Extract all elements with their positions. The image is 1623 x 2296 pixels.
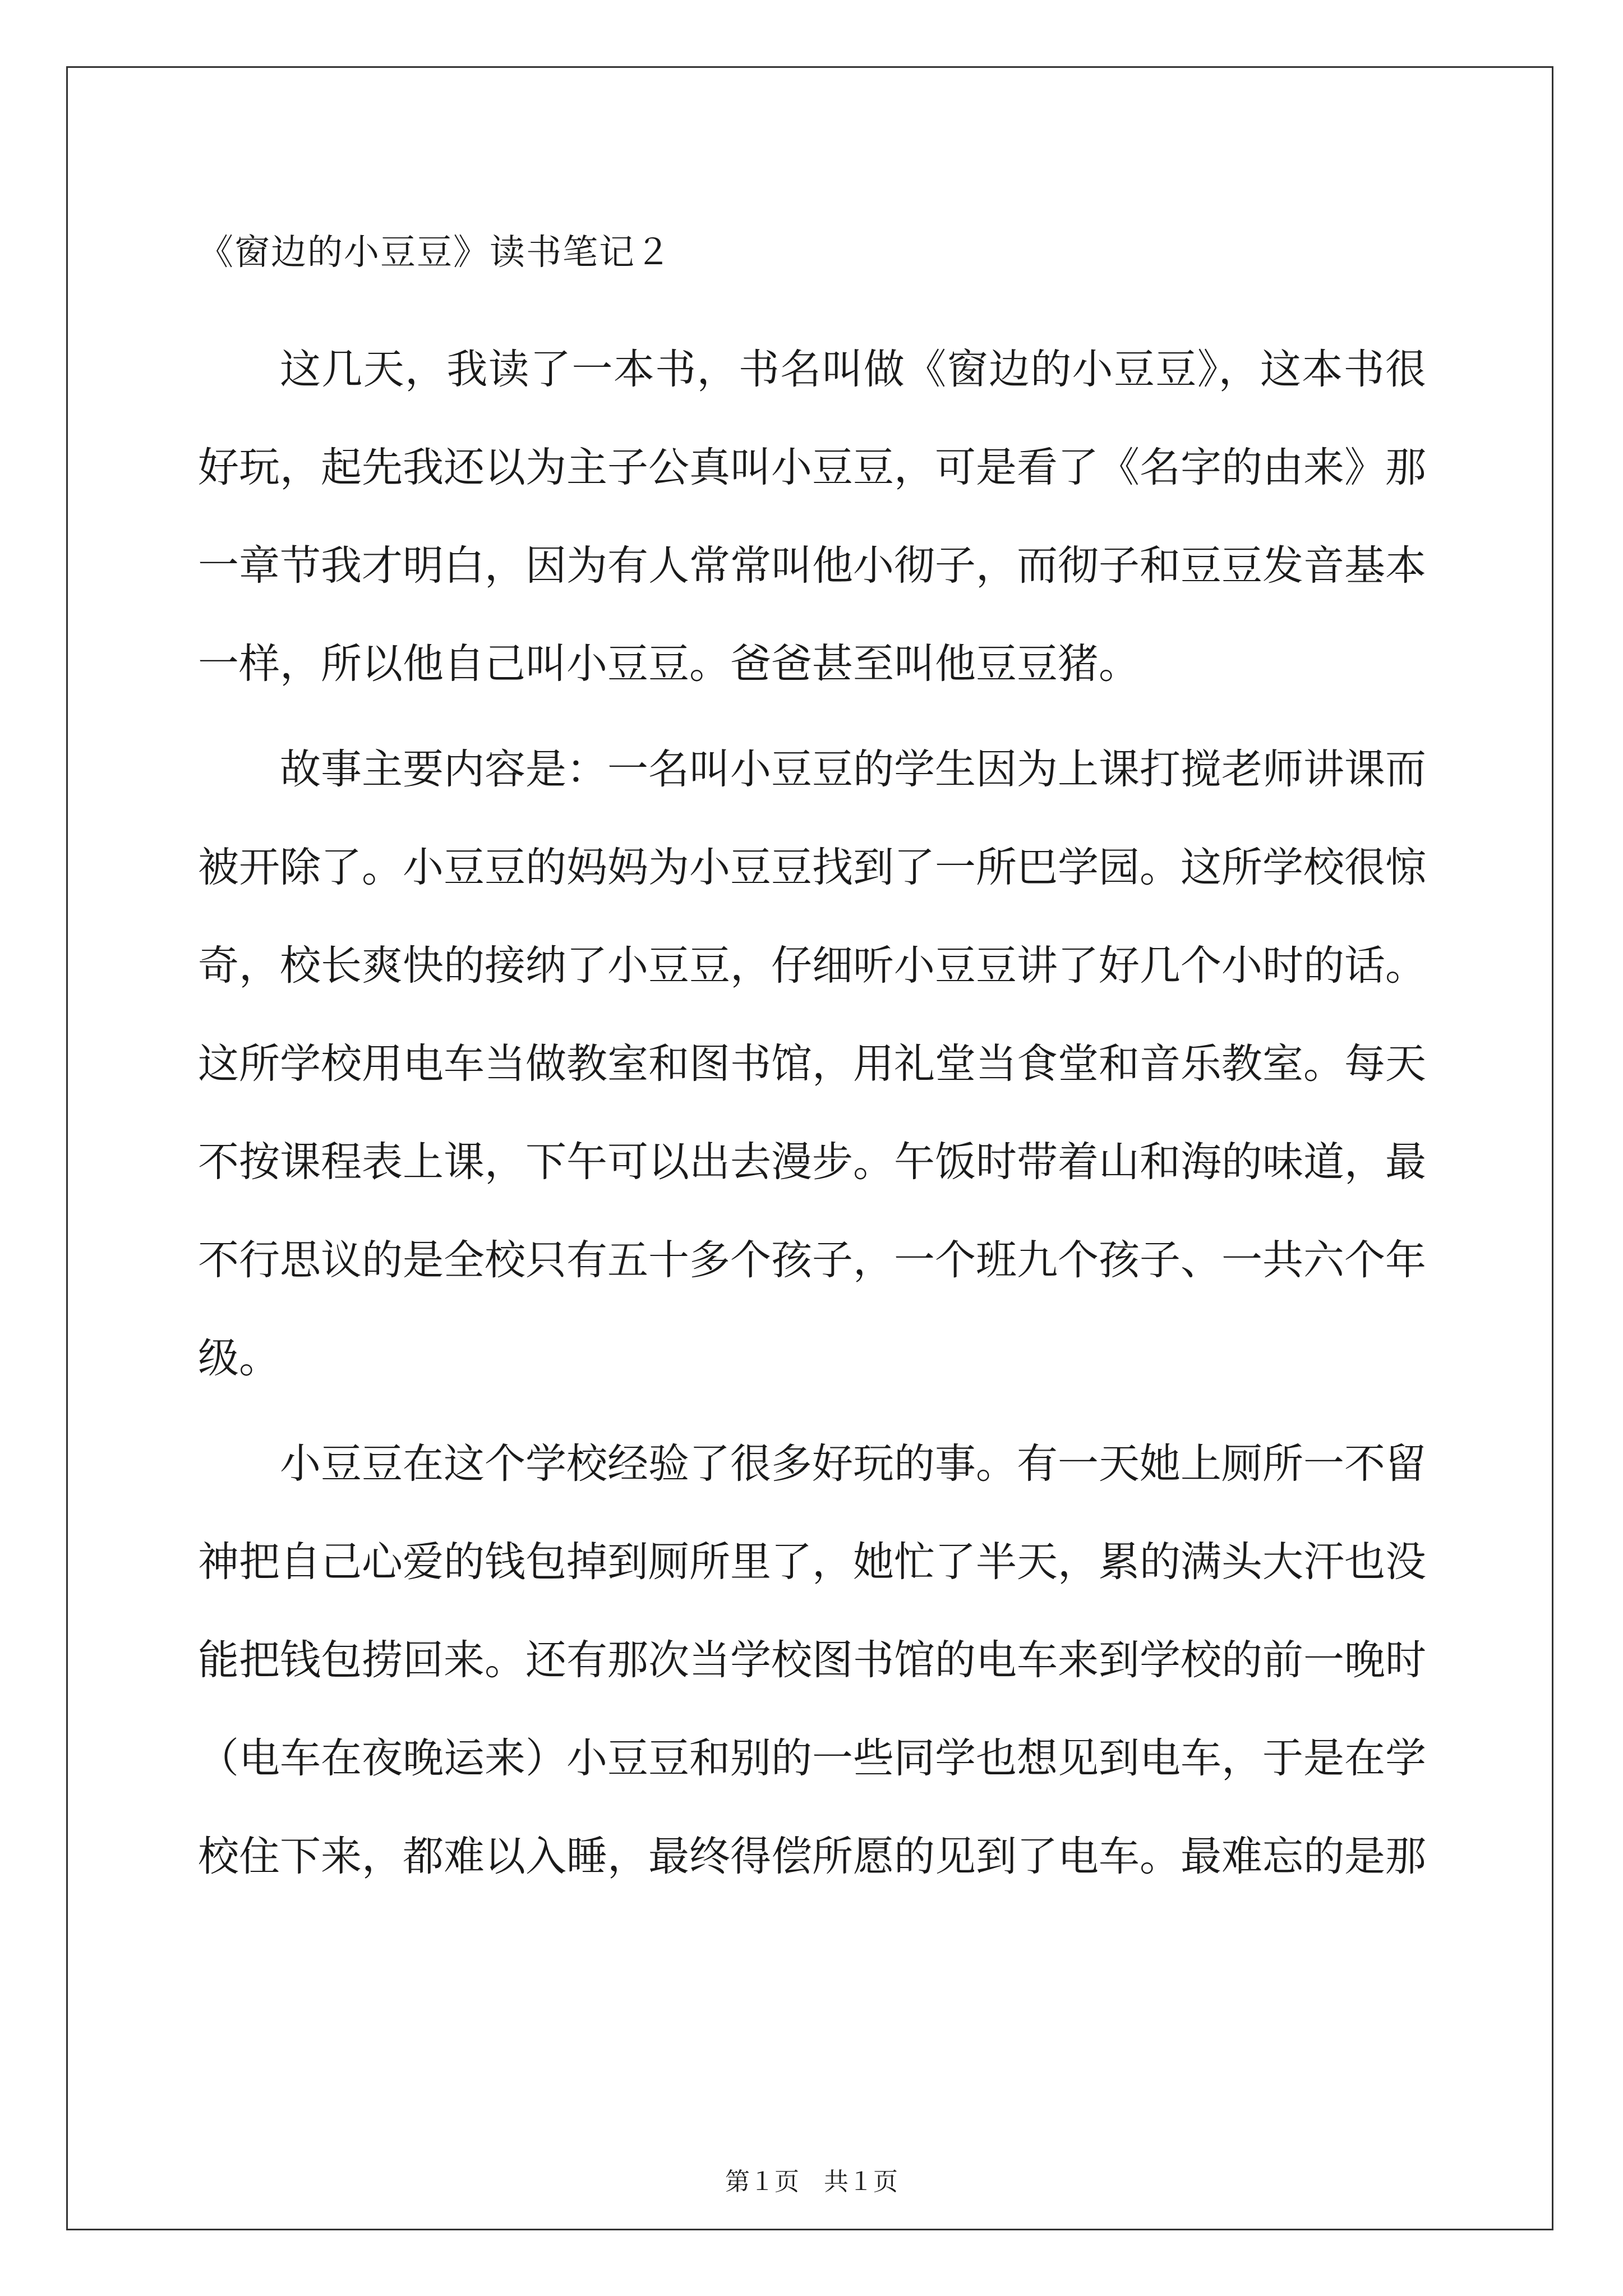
- document-body: [198, 222, 1426, 1913]
- document-title: 《窗边的小豆豆》读书笔记２: [198, 232, 672, 273]
- paragraph-2: 故事主要内容是：一名叫小豆豆的学生因为上课打搅老师讲课而被开除了。小豆豆的妈妈为小豆豆找到了一所巴学园。这所学校很惊奇，校长爽快的接纳了小豆豆，仔细听小豆豆讲了好几个小时的话。这所学校用电车当做教室和图书馆，用礼堂当食堂和音乐教室。每天不按课程表上课，下午可以出去漫步。午饭时带着山和海的味道，最不行思议的是全校只有五十多个孩子，一个班九个孩子、一共六个年级。: [198, 746, 1426, 1382]
- paragraph-3: 小豆豆在这个学校经验了很多好玩的事。有一天她上厕所一不留神把自己心爱的钱包掉到厕所里了，她忙了半天，累的满头大汗也没能把钱包捞回来。还有那次当学校图书馆的电车来到学校的前一晚时（电车在夜晚运来）小豆豆和别的一些同学也想见到电车，于是在学校住下来，都难以入睡，最终得偿所愿的见到了电车。最难忘的是那: [198, 1440, 1426, 1880]
- paragraph-1: 这几天，我读了一本书，书名叫做《窗边的小豆豆》，这本书很好玩，起先我还以为主子公真叫小豆豆，可是看了《名字的由来》那一章节我才明白，因为有人常常叫他小彻子，而彻子和豆豆发音基本一样，所以他自己叫小豆豆。爸爸甚至叫他豆豆猪。: [198, 346, 1426, 688]
- page-footer: 第１页 共１页: [725, 2168, 898, 2196]
